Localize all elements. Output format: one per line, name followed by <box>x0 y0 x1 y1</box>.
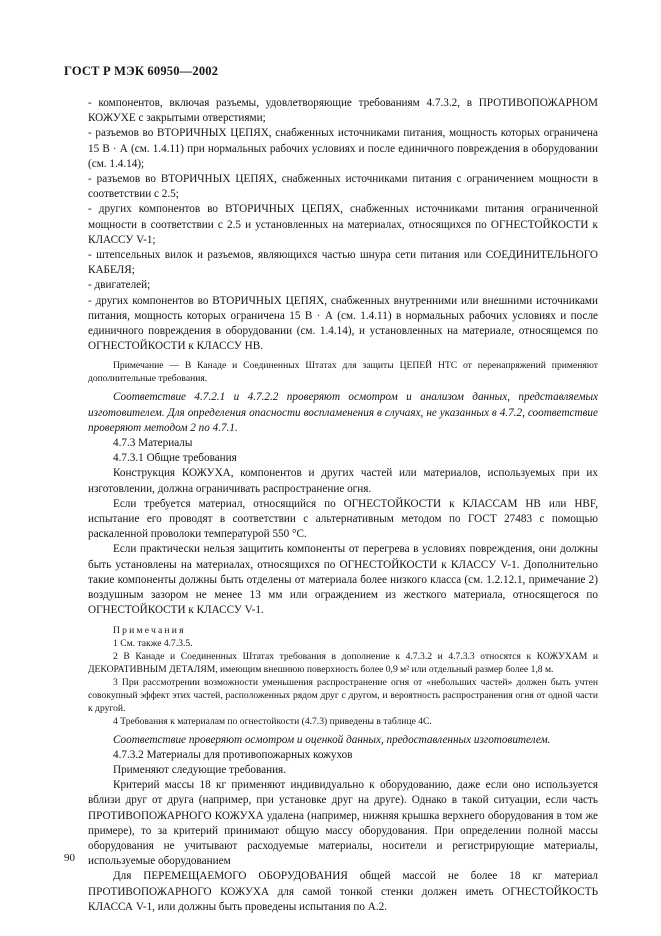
document-body <box>88 96 598 915</box>
list-item: - других компонентов во ВТОРИЧНЫХ ЦЕПЯХ, снабженных внутренними или внешними источниками питания, мощность которых ограничена 15 В · А (см. 1.4.11) в нормальных рабочих условиях и после единичного повреждения в оборудовании (см. 1.4.14), и установленных на материале, относящемся по ОГНЕСТОЙКОСТИ к КЛАССУ НВ. <box>88 294 598 353</box>
section-heading: 4.7.3 Материалы <box>113 437 193 450</box>
body-paragraph: Применяют следующие требования. <box>113 763 286 776</box>
notes-heading: Примечания <box>113 624 186 636</box>
compliance-paragraph: Соответствие 4.7.2.1 и 4.7.2.2 проверяют осмотром и анализом данных, представляемых изготовителем. Для определения опасности воспламенения в случаях, не указанных в 4.7.2, соответствие проверяют методом 2 по 4.7.1. <box>88 391 598 434</box>
subsection-heading: 4.7.3.2 Материалы для противопожарных кожухов <box>113 748 353 761</box>
body-paragraph: Если практически нельзя защитить компоненты от перегрева в условиях повреждения, они должны быть установлены на материалах, относящихся по ОГНЕСТОЙКОСТИ к КЛАССУ V-1. Дополнительно такие компоненты должны быть отделены от материала более низкого класса (см. 1.2.12.1, примечание 2) воздушным зазором не менее 13 мм или ограждением из жесткого материала, относящегося по ОГНЕСТОЙКОСТИ к КЛАССУ V-1. <box>88 543 598 617</box>
note-paragraph: Примечание — В Канаде и Соединенных Штатах для защиты ЦЕПЕЙ НТС от перенапряжений применяют дополнительные требования. <box>88 360 598 385</box>
body-paragraph: Если требуется материал, относящийся по ОГНЕСТОЙКОСТИ к КЛАССАМ НВ или НВF, испытание его проводят в соответствии с альтернативным методом по ГОСТ 27483 с помощью раскаленной проволоки температурой 550 °С. <box>88 497 598 541</box>
list-item: - разъемов во ВТОРИЧНЫХ ЦЕПЯХ, снабженных источниками питания с ограничением мощности в соответствии с 2.5; <box>88 173 598 201</box>
list-item: - двигателей; <box>88 279 151 292</box>
list-item: - компонентов, включая разъемы, удовлетворяющие требованиям 4.7.3.2, в ПРОТИВОПОЖАРНОМ КОЖУХЕ с закрытыми отверстиями; <box>88 97 598 125</box>
list-item: - разъемов во ВТОРИЧНЫХ ЦЕПЯХ, снабженных источниками питания, мощность которых ограничена 15 В · А (см. 1.4.11) при нормальных рабочих условиях и после единичного повреждения в оборудовании (см. 1.4.14); <box>88 127 598 170</box>
note-item: 1 См. также 4.7.3.5. <box>113 637 193 649</box>
compliance-paragraph: Соответствие проверяют осмотром и оценкой данных, предоставленных изготовителем. <box>113 733 551 746</box>
body-paragraph: Конструкция КОЖУХА, компонентов и других частей или материалов, используемых при их изготовлении, должна ограничивать распространение огня. <box>88 467 598 495</box>
list-item: - других компонентов во ВТОРИЧНЫХ ЦЕПЯХ, снабженных источниками питания ограниченной мощности в соответствии с 2.5 и установленных на материалах, относящихся по ОГНЕСТОЙКОСТИ к КЛАССУ V-1; <box>88 203 598 246</box>
document-header: ГОСТ Р МЭК 60950—2002 <box>64 64 219 78</box>
list-item: - штепсельных вилок и разъемов, являющихся частью шнура сети питания или СОЕДИНИТЕЛЬНОГО КАБЕЛЯ; <box>88 249 598 277</box>
page-number: 90 <box>64 852 75 864</box>
note-item: 4 Требования к материалам по огнестойкости (4.7.3) приведены в таблице 4С. <box>113 715 432 727</box>
note-item: 2 В Канаде и Соединенных Штатах требования в дополнение к 4.7.3.2 и 4.7.3.3 относятся к КОЖУХАМ и ДЕКОРАТИВНЫМ ДЕТАЛЯМ, имеющим внешнюю поверхность более 0,9 м² или отдельный размер более 1,8 м. <box>88 650 598 675</box>
subsection-heading: 4.7.3.1 Общие требования <box>113 452 237 465</box>
note-item: 3 При рассмотрении возможности уменьшения распространение огня от «небольших частей» должен быть учтен совокупный эффект этих частей, расположенных рядом друг с другом, и вероятность распространения огня от одной части к другой. <box>88 676 598 714</box>
body-paragraph: Критерий массы 18 кг применяют индивидуально к оборудованию, даже если оно используется вблизи друг от друга (например, при установке друг на друге). Однако в такой ситуации, если часть ПРОТИВОПОЖАРНОГО КОЖУХА удалена (например, нижняя крышка верхнего оборудования в том же примере), то за критерий принимают общую массу оборудования. При определении полной массы оборудования не учитывают расходуемые материалы, носители и регистрирующие материалы, используемые оборудованием <box>88 779 598 868</box>
body-paragraph: Для ПЕРЕМЕЩАЕМОГО ОБОРУДОВАНИЯ общей массой не более 18 кг материал ПРОТИВОПОЖАРНОГО КОЖУХА для самой тонкой стенки должен иметь ОГНЕСТОЙКОСТЬ КЛАССА V-1, или должны быть проведены испытания по А.2. <box>88 870 598 913</box>
